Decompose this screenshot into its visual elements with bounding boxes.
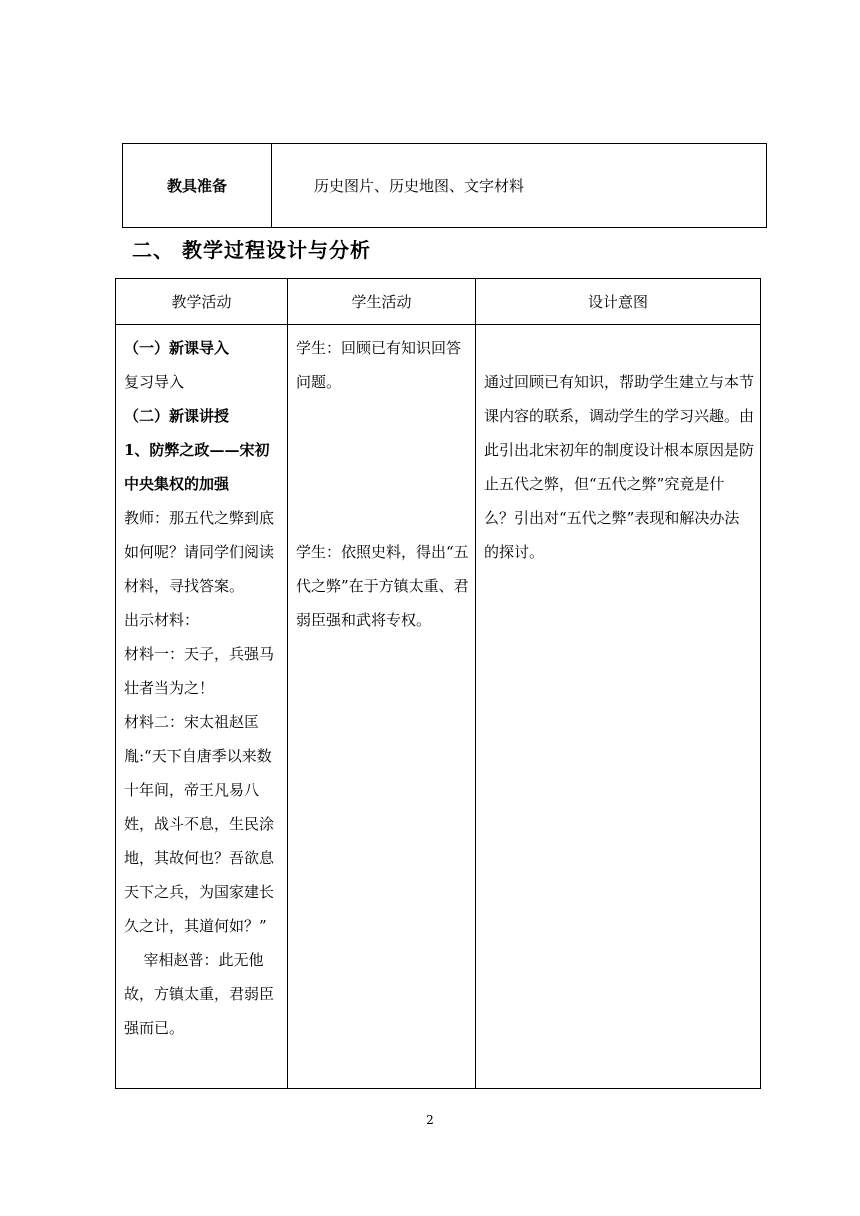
header-design-intent: 设计意图 [476,279,761,325]
student-activity-1: 学生：回顾已有知识回答问题。 [296,339,462,391]
section-lecture-title: （二）新课讲授 [124,407,230,425]
page-number: 2 [426,1113,434,1127]
header-teacher-activity: 教学活动 [116,279,288,325]
header-student-activity: 学生活动 [288,279,476,325]
process-table [115,278,761,1089]
equipment-value: 历史图片、历史地图、文字材料 [314,177,525,195]
student-activity-cell [288,325,476,1089]
teacher-activity-cell [116,325,288,1089]
material-intro: 出示材料： [124,611,200,629]
topic-title: 1、防弊之政——宋初中央集权的加强 [124,441,270,493]
material-two-reply: 宰相赵普：此无他故，方镇太重，君弱臣强而已。 [124,951,275,1037]
student-activity-2: 学生：依照史料，得出“五代之弊”在于方镇太重、君弱臣强和武将专权。 [296,543,469,629]
teacher-question: 教师：那五代之弊到底如何呢？请同学们阅读材料，寻找答案。 [124,509,275,595]
review-intro: 复习导入 [124,373,185,391]
table-header-row [116,279,761,325]
material-two: 材料二：宋太祖赵匡胤:“天下自唐季以来数十年间，帝王凡易八姓，战斗不息，生民涂地，其故何也？吾欲息天下之兵，为国家建长久之计，其道何如？” [124,713,275,935]
equipment-label: 教具准备 [123,144,272,227]
design-intent-text: 通过回顾已有知识，帮助学生建立与本节课内容的联系，调动学生的学习兴趣。由此引出北宋初年的制度设计根本原因是防止五代之弊，但“五代之弊”究竟是什么？引出对“五代之弊”表现和解决办法的探讨。 [484,373,755,561]
table-row [116,325,761,1089]
equipment-table [122,143,767,228]
section-heading: 二、 教学过程设计与分析 [132,238,371,262]
material-one: 材料一：天子，兵强马壮者当为之！ [124,645,275,697]
design-intent-cell [476,325,761,1089]
section-intro-title: （一）新课导入 [124,339,230,357]
